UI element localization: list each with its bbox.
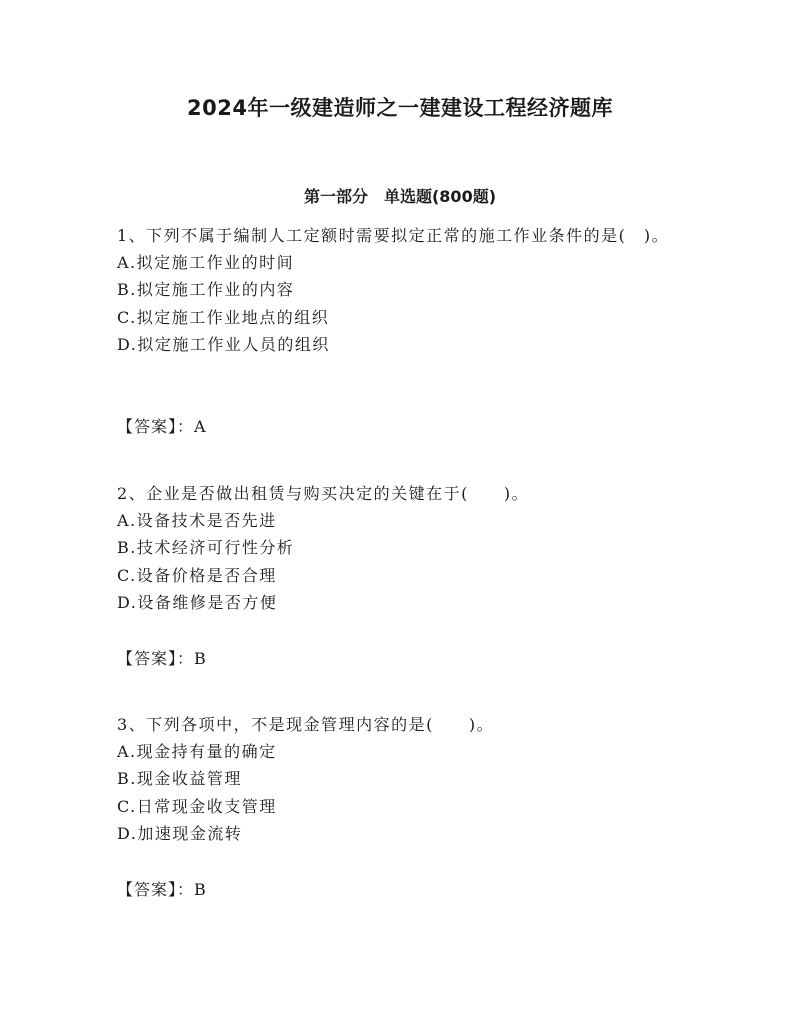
answer-label: 【答案】 bbox=[117, 880, 178, 899]
option-c: C.日常现金收支管理 bbox=[117, 796, 277, 816]
answer-separator: ： bbox=[177, 417, 195, 436]
option-c: C.拟定施工作业地点的组织 bbox=[117, 307, 330, 327]
option-b: B.技术经济可行性分析 bbox=[117, 538, 295, 558]
option-b: B.拟定施工作业的内容 bbox=[117, 280, 295, 300]
answer-label: 【答案】 bbox=[117, 417, 178, 436]
option-list bbox=[117, 507, 677, 616]
section-heading: 第一部分 单选题(800题) bbox=[303, 187, 497, 206]
option-a: A.设备技术是否先进 bbox=[117, 511, 277, 530]
answer-label: 【答案】 bbox=[117, 649, 178, 668]
option-b: B.现金收益管理 bbox=[117, 769, 242, 789]
question-2 bbox=[117, 480, 677, 616]
option-list bbox=[117, 249, 677, 358]
question-stem: 2、企业是否做出租赁与购买决定的关键在于( )。 bbox=[117, 484, 530, 503]
answer-separator: ： bbox=[177, 649, 195, 668]
answer-1 bbox=[117, 413, 207, 440]
option-d: D.拟定施工作业人员的组织 bbox=[117, 334, 330, 354]
option-a: A.现金持有量的确定 bbox=[117, 742, 277, 761]
question-stem: 1、下列不属于编制人工定额时需要拟定正常的施工作业条件的是( )。 bbox=[117, 226, 670, 245]
option-list bbox=[117, 738, 677, 847]
option-d: D.加速现金流转 bbox=[117, 823, 243, 843]
answer-value: B bbox=[194, 649, 207, 668]
option-a: A.拟定施工作业的时间 bbox=[117, 253, 295, 272]
option-c: C.设备价格是否合理 bbox=[117, 565, 277, 585]
question-1 bbox=[117, 222, 677, 358]
answer-value: B bbox=[194, 880, 207, 899]
answer-separator: ： bbox=[177, 880, 195, 899]
answer-value: A bbox=[194, 417, 207, 436]
answer-2 bbox=[117, 645, 207, 672]
answer-3 bbox=[117, 876, 207, 903]
document-title: 2024年一级建造师之一建建设工程经济题库 bbox=[187, 96, 613, 120]
option-d: D.设备维修是否方便 bbox=[117, 592, 278, 612]
question-stem: 3、下列各项中，不是现金管理内容的是( )。 bbox=[117, 715, 495, 734]
question-3 bbox=[117, 711, 677, 847]
